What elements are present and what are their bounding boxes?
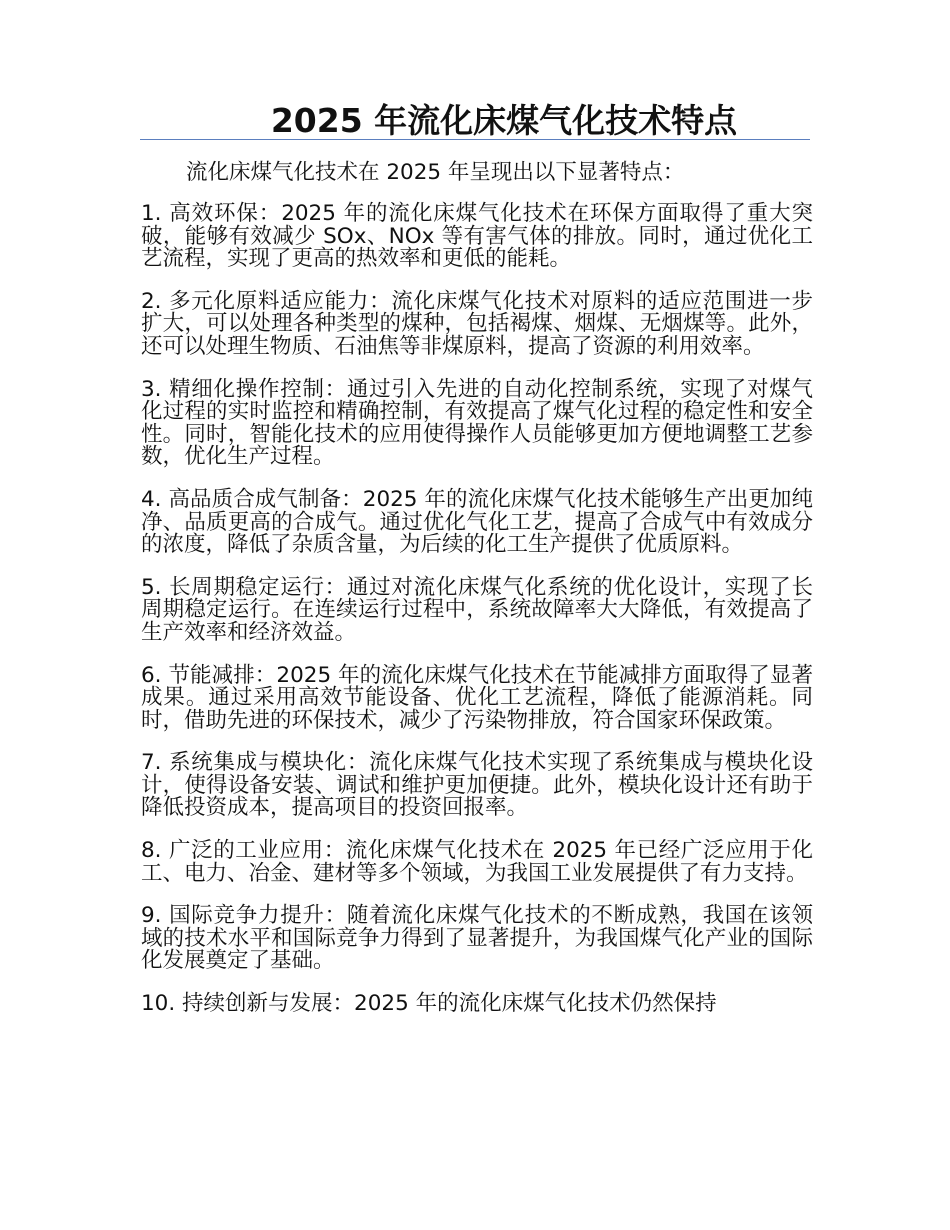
- feature-item: 5. 长周期稳定运行：通过对流化床煤气化系统的优化设计，实现了长周期稳定运行。在连续运行过程中，系统故障率大大降低，有效提高了生产效率和经济效益。: [141, 574, 813, 645]
- feature-item: 9. 国际竞争力提升：随着流化床煤气化技术的不断成熟，我国在该领域的技术水平和国际竞争力得到了显著提升，为我国煤气化产业的国际化发展奠定了基础。: [141, 903, 813, 974]
- feature-item: 7. 系统集成与模块化：流化床煤气化技术实现了系统集成与模块化设计，使得设备安装、调试和维护更加便捷。此外，模块化设计还有助于降低投资成本，提高项目的投资回报率。: [141, 750, 813, 821]
- feature-item: 4. 高品质合成气制备：2025 年的流化床煤气化技术能够生产出更加纯净、品质更高的合成气。通过优化气化工艺，提高了合成气中有效成分的浓度，降低了杂质含量，为后续的化工生产提供了优质原料。: [141, 486, 813, 558]
- intro-paragraph: 流化床煤气化技术在 2025 年呈现出以下显著特点：: [186, 160, 685, 185]
- feature-list: [141, 203, 813, 1036]
- document-title: 2025 年流化床煤气化技术特点: [270, 101, 738, 140]
- feature-item: 6. 节能减排：2025 年的流化床煤气化技术在节能减排方面取得了显著成果。通过采用高效节能设备、优化工艺流程，降低了能源消耗。同时，借助先进的环保技术，减少了污染物排放，符合国家环保政策。: [141, 662, 813, 733]
- feature-item: 1. 高效环保：2025 年的流化床煤气化技术在环保方面取得了重大突破，能够有效减少 SOx、NOx 等有害气体的排放。同时，通过优化工艺流程，实现了更高的热效率和更低的能耗。: [141, 201, 813, 272]
- feature-item: 2. 多元化原料适应能力：流化床煤气化技术对原料的适应范围进一步扩大，可以处理各种类型的煤种，包括褐煤、烟煤、无烟煤等。此外，还可以处理生物质、石油焦等非煤原料，提高了资源的利用效率。: [141, 288, 813, 359]
- feature-item: 3. 精细化操作控制：通过引入先进的自动化控制系统，实现了对煤气化过程的实时监控和精确控制，有效提高了煤气化过程的稳定性和安全性。同时，智能化技术的应用使得操作人员能够更加方便地调整工艺参数，优化生产过程。: [141, 376, 813, 470]
- title-underline: [140, 139, 810, 140]
- feature-item: 10. 持续创新与发展：2025 年的流化床煤气化技术仍然保持: [141, 991, 717, 1017]
- feature-item: 8. 广泛的工业应用：流化床煤气化技术在 2025 年已经广泛应用于化工、电力、冶金、建材等多个领域，为我国工业发展提供了有力支持。: [141, 838, 813, 886]
